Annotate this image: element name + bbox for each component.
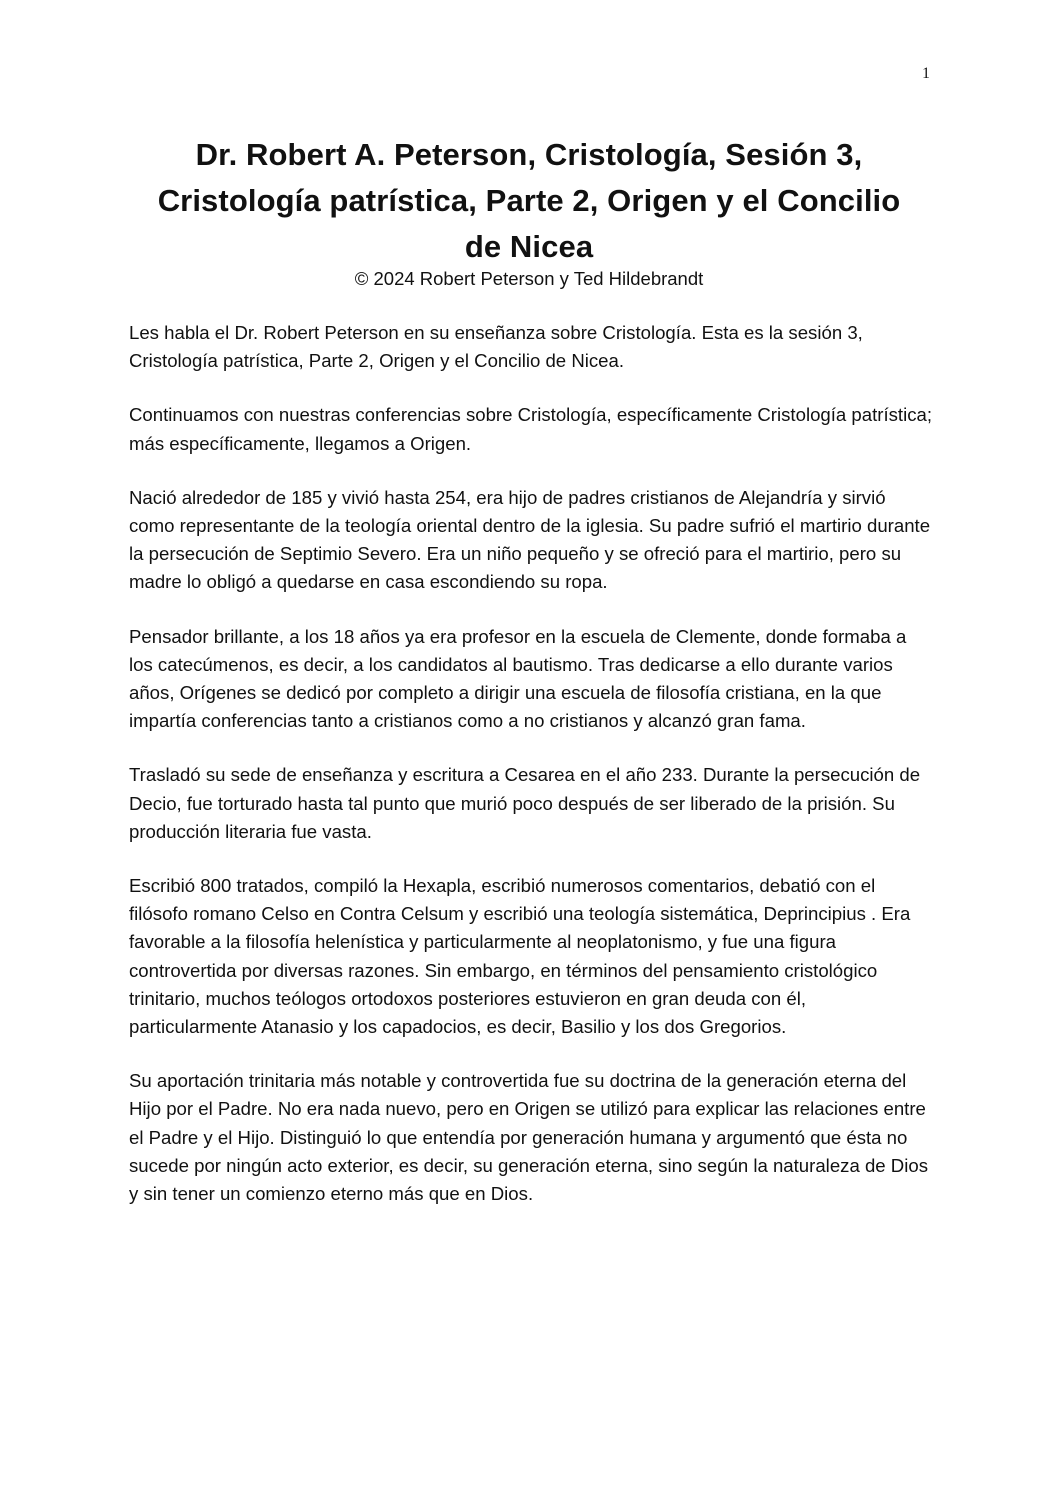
- page-number: 1: [922, 65, 930, 82]
- document-body: [129, 319, 935, 1234]
- paragraph: Pensador brillante, a los 18 años ya era profesor en la escuela de Clemente, donde formaba a los catecúmenos, es decir, a los candidatos al bautismo. Tras dedicarse a ello durante varios años, Orígenes se dedicó por completo a dirigir una escuela de filosofía cristiana, en la que impartía conferencias tanto a cristianos como a no cristianos y alcanzó gran fama.: [129, 625, 907, 732]
- document-title: [128, 132, 930, 270]
- title-line: de Nicea: [464, 229, 594, 264]
- paragraph: Continuamos con nuestras conferencias sobre Cristología, específicamente Cristología patrística; más específicamente, llegamos a Origen.: [129, 404, 933, 454]
- paragraph: Escribió 800 tratados, compiló la Hexapla, escribió numerosos comentarios, debatió con el filósofo romano Celso en Contra Celsum y escribió una teología sistemática, Deprincipius . Era favorable a la filosofía helenística y particularmente al neoplatonismo, y fue una figura controvertida por diversas razones. Sin embargo, en términos del pensamiento cristológico trinitario, muchos teólogos ortodoxos posteriores estuvieron en gran deuda con él, particularmente Atanasio y los capadocios, es decir, Basilio y los dos Gregorios.: [129, 875, 911, 1038]
- paragraph: Les habla el Dr. Robert Peterson en su enseñanza sobre Cristología. Esta es la sesión 3, Cristología patrística, Parte 2, Origen y el Concilio de Nicea.: [129, 322, 863, 372]
- paragraph: Su aportación trinitaria más notable y controvertida fue su doctrina de la generación eterna del Hijo por el Padre. No era nada nuevo, pero en Origen se utilizó para explicar las relaciones entre el Padre y el Hijo. Distinguió lo que entendía por generación humana y argumentó que ésta no sucede por ningún acto exterior, es decir, su generación eterna, sino según la naturaleza de Dios y sin tener un comienzo eterno más que en Dios.: [129, 1070, 929, 1205]
- title-line: Cristología patrística, Parte 2, Origen y el Concilio: [157, 183, 901, 218]
- title-line: Dr. Robert A. Peterson, Cristología, Sesión 3,: [195, 137, 863, 172]
- paragraph: Trasladó su sede de enseñanza y escritura a Cesarea en el año 233. Durante la persecución de Decio, fue torturado hasta tal punto que murió poco después de ser liberado de la prisión. Su producción literaria fue vasta.: [129, 764, 921, 842]
- paragraph: Nació alrededor de 185 y vivió hasta 254, era hijo de padres cristianos de Alejandría y sirvió como representante de la teología oriental dentro de la iglesia. Su padre sufrió el martirio durante la persecución de Septimio Severo. Era un niño pequeño y se ofreció para el martirio, pero su madre lo obligó a quedarse en casa escondiendo su ropa.: [129, 486, 931, 593]
- copyright-line: © 2024 Robert Peterson y Ted Hildebrandt: [354, 268, 704, 289]
